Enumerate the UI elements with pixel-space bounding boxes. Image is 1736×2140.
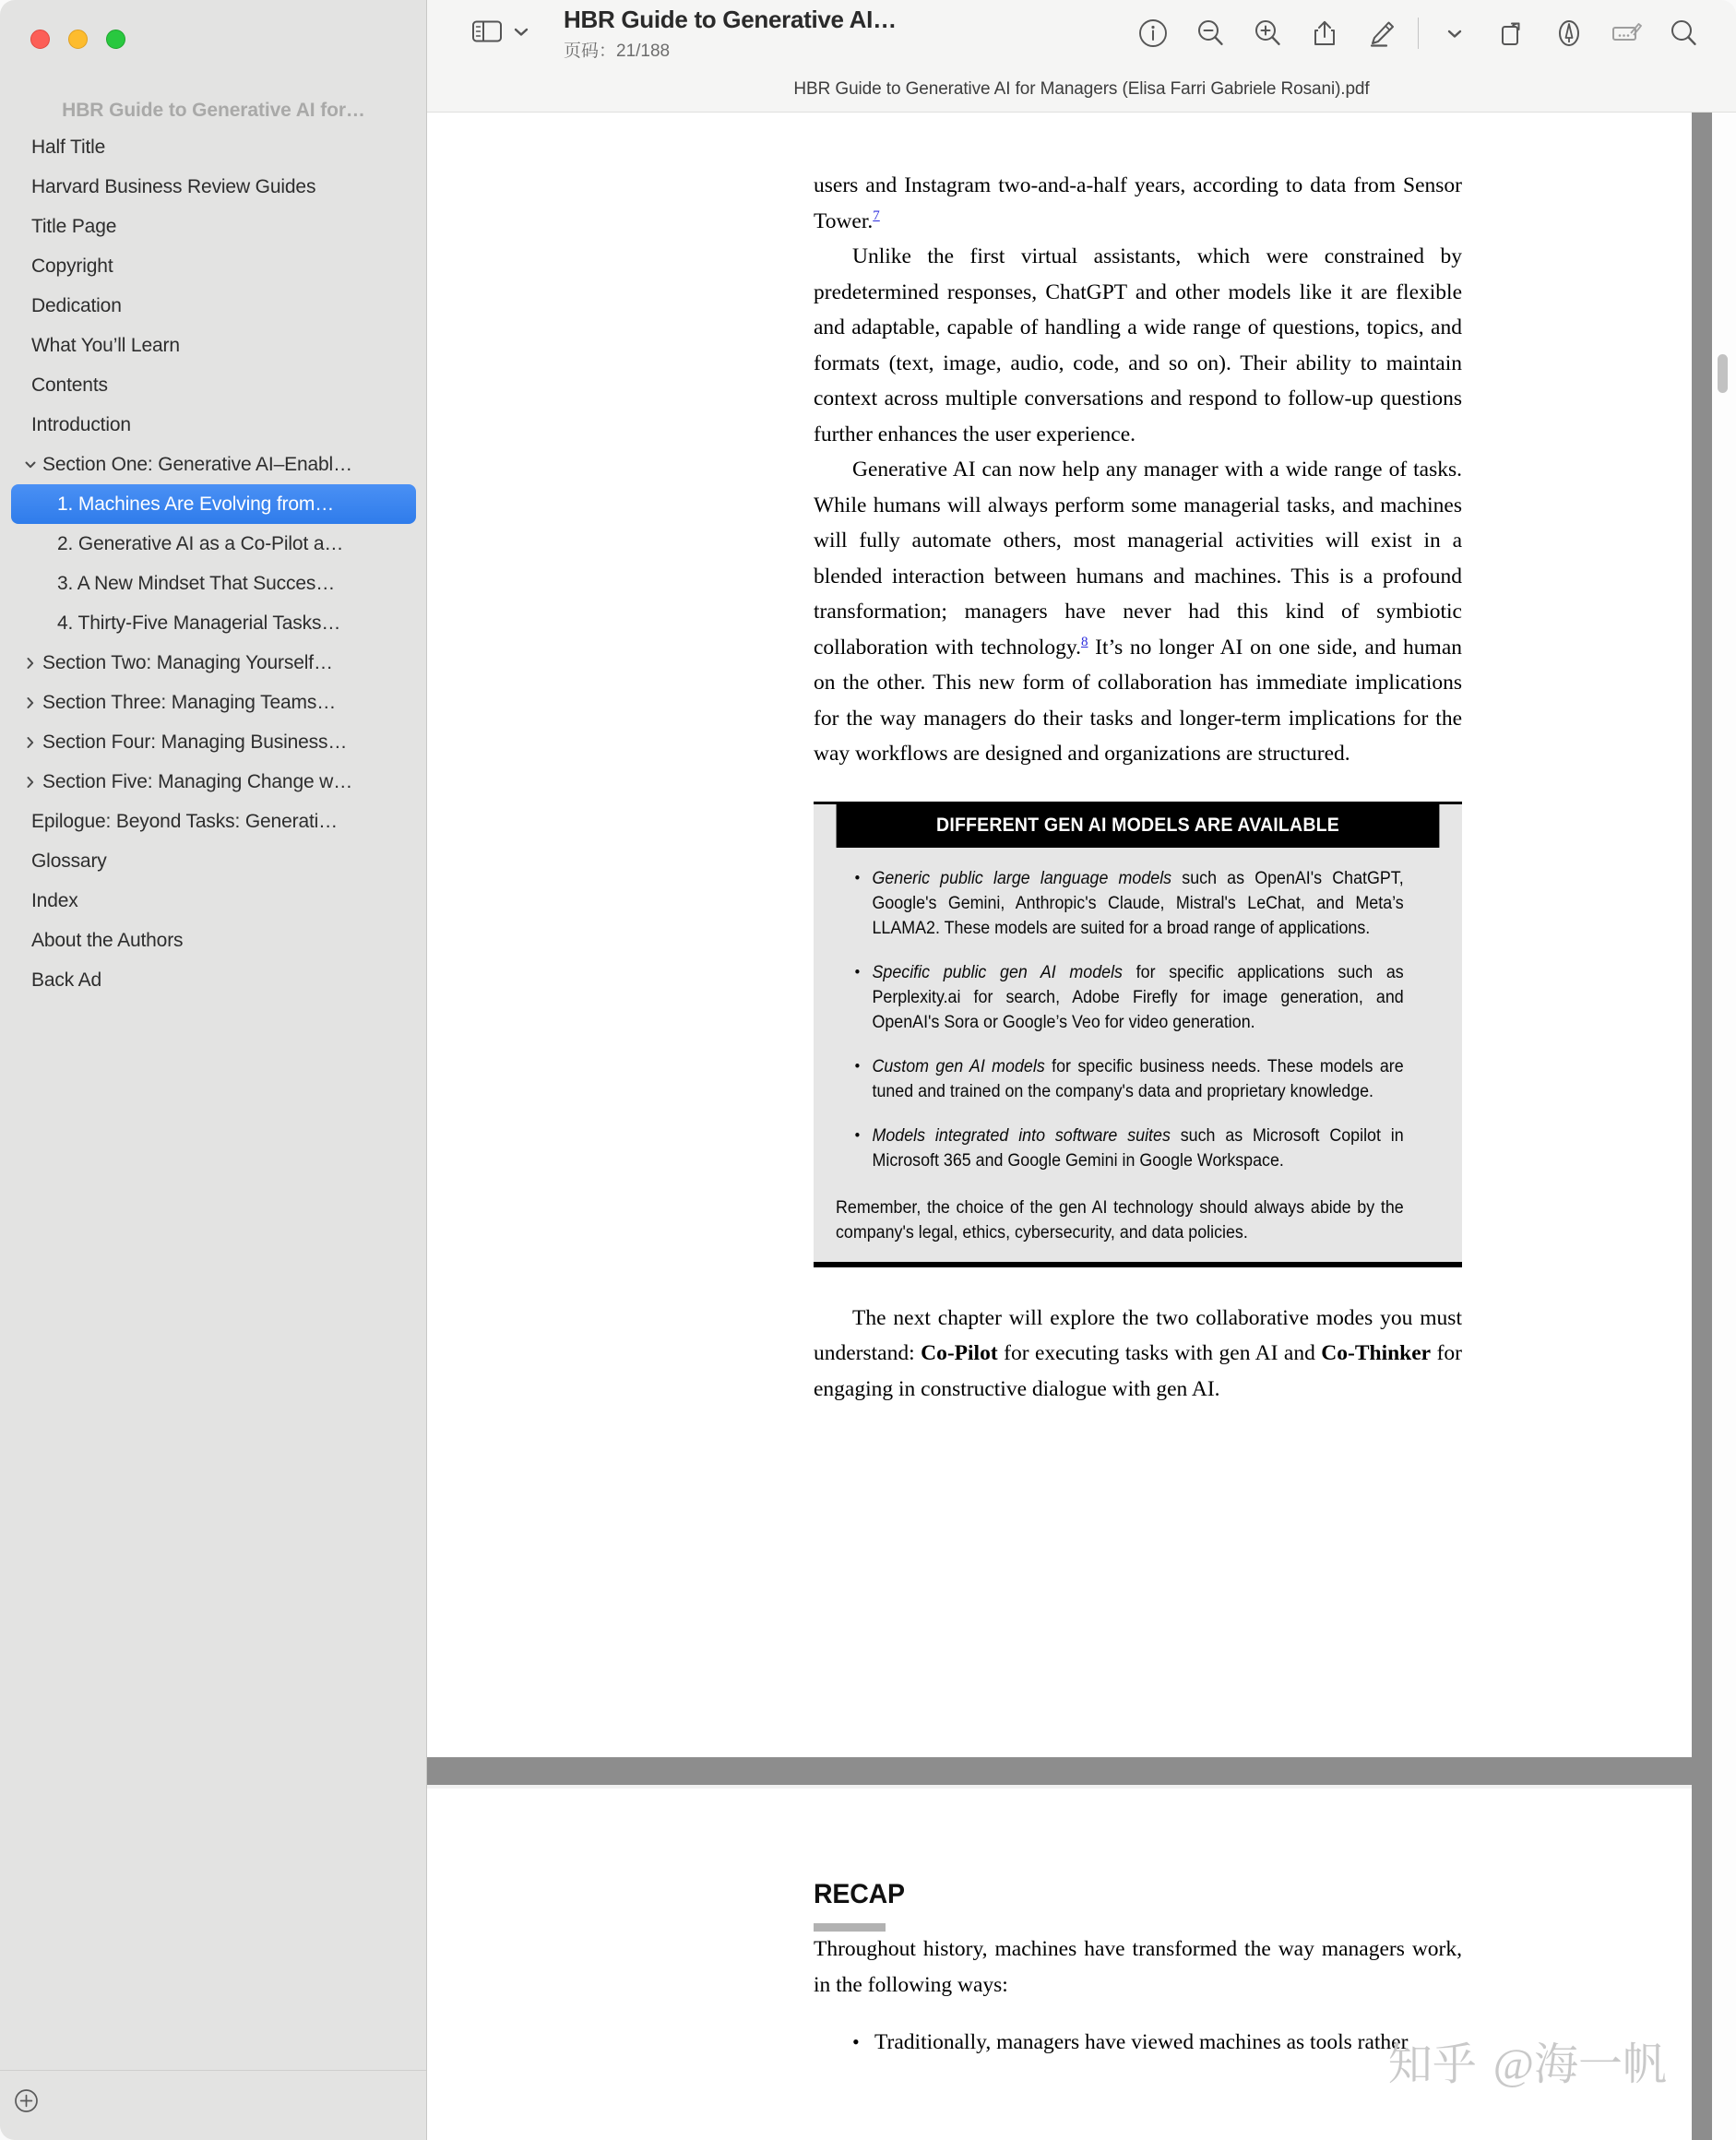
page-2-content [814, 1879, 1462, 2061]
sidebar-item-label: Section One: Generative AI–Enabl… [42, 453, 352, 475]
sidebar-item-label: Section Five: Managing Change w… [42, 770, 353, 792]
callout-bullet-rest: for specific business needs. These models are tuned and trained on the company's data and proprietary knowledge. [872, 1056, 1404, 1101]
callout-bullet-rest: for specific applications such as Perplexity.ai for search, Adobe Firefly for image generation, and OpenAI's Sora or Google’s Veo for video generation. [872, 962, 1404, 1032]
chevron-down-icon[interactable] [512, 25, 530, 42]
sidebar-item-5[interactable] [11, 326, 416, 365]
page-edge-shadow [1692, 113, 1712, 2140]
page-separator [427, 1757, 1692, 1785]
sidebar-item-8[interactable] [11, 445, 416, 484]
chevron-right-icon[interactable] [20, 735, 41, 750]
paragraph-1 [814, 168, 1462, 239]
filename-label: HBR Guide to Generative AI for Managers (Elisa Farri Gabriele Rosani).pdf [793, 78, 1370, 99]
info-icon[interactable] [1124, 5, 1182, 62]
sidebar-toggle-group[interactable] [471, 18, 530, 49]
sign-icon[interactable] [1540, 5, 1598, 62]
watermark-logo: 知乎 [1387, 2040, 1477, 2089]
filename-bar [427, 66, 1736, 113]
recap-bullet-1: • Traditionally, managers have viewed machines as tools rather [814, 2025, 1462, 2061]
sidebar-item-18[interactable] [11, 841, 416, 881]
paragraph-3 [814, 452, 1462, 772]
minimize-button[interactable] [68, 30, 88, 49]
sidebar-item-label: Harvard Business Review Guides [31, 175, 316, 197]
recap-intro: Throughout history, machines have transformed the way managers work, in the following ways: [814, 1937, 1462, 1997]
zoom-in-icon[interactable] [1239, 5, 1296, 62]
sidebar-item-label: 3. A New Mindset That Succes… [57, 572, 336, 594]
paragraph-2: Unlike the first virtual assistants, which were constrained by predetermined responses, ChatGPT and other models like it are flexible and adaptable, capable of handling a wide range of questions, topics, and formats (text, image, audio, code, and so on). Their ability to maintain context across multiple conversations and respond to follow-up questions further enhances the user experience. [814, 244, 1462, 446]
paragraph-4 [814, 1301, 1462, 1408]
sidebar-item-label: Contents [31, 374, 108, 396]
sidebar-item-label: Half Title [31, 136, 106, 158]
recap-heading: RECAP [814, 1879, 905, 1909]
callout-note: Remember, the choice of the gen AI technology should always abide by the company's legal, ethics, cybersecurity, and data policies. [836, 1197, 1404, 1242]
paragraph-4-b: for executing tasks with gen AI and [997, 1341, 1322, 1365]
sidebar-item-10[interactable] [11, 524, 416, 564]
sidebar-item-label: Glossary [31, 850, 107, 872]
sidebar-item-6[interactable] [11, 365, 416, 405]
sidebar-item-15[interactable] [11, 722, 416, 762]
sidebar-item-label: Introduction [31, 413, 131, 435]
pdf-page-1 [427, 113, 1692, 1757]
page-indicator: 页码：21/188 [564, 41, 671, 61]
sidebar-item-14[interactable] [11, 683, 416, 722]
page-title: HBR Guide to Generative AI… [564, 5, 897, 33]
recap-underline [814, 1923, 886, 1932]
rotate-icon[interactable] [1483, 5, 1540, 62]
recap-bullet-list [814, 2025, 1462, 2061]
chevron-down-icon[interactable] [20, 458, 41, 472]
pdf-page-2 [427, 1789, 1692, 2140]
sidebar-item-4[interactable] [11, 286, 416, 326]
paragraph-1-text: users and Instagram two-and-a-half years, according to data from Sensor Tower. [814, 173, 1462, 233]
callout-bullet-3 [836, 1054, 1404, 1104]
callout-bullet-lead: Generic public large language models [872, 868, 1172, 888]
plus-circle-icon[interactable] [14, 2088, 39, 2113]
paragraph-4-c: for engaging in constructive dialogue with gen AI. [814, 1341, 1462, 1401]
annotate-icon[interactable] [1598, 5, 1655, 62]
scrollbar-thumb[interactable] [1718, 354, 1728, 393]
sidebar-item-label: Section Three: Managing Teams… [42, 691, 337, 713]
sidebar-item-label: Index [31, 889, 78, 911]
sidebar-item-label: Back Ad [31, 969, 101, 991]
toolbar [427, 0, 1736, 66]
window-controls [30, 30, 125, 49]
close-button[interactable] [30, 30, 50, 49]
sidebar-item-label: About the Authors [31, 929, 184, 951]
sidebar-item-label: Dedication [31, 294, 122, 316]
sidebar-toggle-icon[interactable] [471, 18, 503, 49]
share-icon[interactable] [1296, 5, 1353, 62]
callout-bullet-lead: Custom gen AI models [872, 1056, 1045, 1076]
callout-body [814, 848, 1462, 1262]
paragraph-4-a: The next chapter will explore the two collaborative modes you must understand: [814, 1305, 1462, 1365]
search-icon[interactable] [1655, 5, 1712, 62]
sidebar-item-9[interactable] [11, 484, 416, 524]
sidebar-item-label: Copyright [31, 255, 113, 277]
sidebar-item-21[interactable] [11, 960, 416, 1000]
sidebar-item-13[interactable] [11, 643, 416, 683]
sidebar-item-20[interactable] [11, 921, 416, 960]
sidebar-item-7[interactable] [11, 405, 416, 445]
paragraph-3-text-a: Generative AI can now help any manager with a wide range of tasks. While humans will always perform some managerial tasks, and machines will fully automate others, most managerial activities will exist in a blended interaction between humans and machines. This is a profound transformation; managers have never had this kind of symbiotic collaboration with technology. [814, 458, 1462, 660]
callout-bullet-1 [836, 866, 1404, 941]
callout-bullet-rest: such as Microsoft Copilot in Microsoft 365 and Google Gemini in Google Workspace. [872, 1125, 1404, 1171]
sidebar-item-2[interactable] [11, 207, 416, 246]
sidebar-item-label: 1. Machines Are Evolving from… [57, 493, 335, 515]
paragraph-4-bold-cothinker: Co-Thinker [1321, 1341, 1432, 1365]
scrollbar-track[interactable] [1712, 113, 1736, 2140]
sidebar-item-0[interactable] [11, 127, 416, 167]
sidebar-item-label: 4. Thirty-Five Managerial Tasks… [57, 612, 341, 634]
chevron-right-icon[interactable] [20, 775, 41, 790]
sidebar-item-17[interactable] [11, 802, 416, 841]
callout-bullet-lead: Models integrated into software suites [872, 1125, 1171, 1146]
footnote-link-7[interactable]: 7 [873, 208, 880, 223]
page-1-content [814, 168, 1462, 1407]
maximize-button[interactable] [106, 30, 125, 49]
chevron-right-icon[interactable] [20, 696, 41, 710]
sidebar-header-title: HBR Guide to Generative AI for… [62, 100, 365, 121]
sidebar-item-label: 2. Generative AI as a Co-Pilot a… [57, 532, 344, 554]
outline-list [0, 127, 427, 2057]
toolbar-divider [1418, 18, 1419, 49]
sidebar-item-label: What You’ll Learn [31, 334, 180, 356]
watermark-handle: @海一帆 [1492, 2040, 1667, 2089]
sidebar-item-label: Section Four: Managing Business… [42, 731, 348, 753]
callout-bullet-4 [836, 1124, 1404, 1173]
sidebar-footer [0, 2070, 426, 2140]
sidebar-item-19[interactable] [11, 881, 416, 921]
sidebar-item-12[interactable] [11, 603, 416, 643]
zoom-out-icon[interactable] [1182, 5, 1239, 62]
markup-chevron-down-icon[interactable] [1426, 5, 1483, 62]
toolbar-icon-group [1124, 0, 1736, 66]
callout-box [814, 802, 1462, 1267]
paragraph-4-bold-copilot: Co-Pilot [921, 1341, 998, 1365]
document-viewport[interactable] [427, 113, 1736, 2140]
sidebar-item-label: Epilogue: Beyond Tasks: Generati… [31, 810, 339, 832]
sidebar-item-16[interactable] [11, 762, 416, 802]
document-title-block [564, 6, 897, 62]
sidebar-item-1[interactable] [11, 167, 416, 207]
callout-bullet-lead: Specific public gen AI models [872, 962, 1123, 982]
sidebar [0, 0, 427, 2140]
callout-bullet-2 [836, 960, 1404, 1035]
sidebar-item-11[interactable] [11, 564, 416, 603]
callout-bullet-rest: such as OpenAI's ChatGPT, Google's Gemini, Anthropic's Claude, Mistral's LeChat, and Meta’s LLAMA2. These models are suited for a broad range of applications. [872, 868, 1404, 938]
sidebar-item-label: Title Page [31, 215, 117, 237]
markup-pen-icon[interactable] [1353, 5, 1410, 62]
callout-title: DIFFERENT GEN AI MODELS ARE AVAILABLE [837, 804, 1440, 848]
paragraph-3-text-b: It’s no longer AI on one side, and human on the other. This new form of collaboration has immediate implications for the way managers do their tasks and longer-term implications for the way workflows are designed and organizations are structured. [814, 635, 1463, 766]
sidebar-item-label: Section Two: Managing Yourself… [42, 651, 333, 673]
callout-bullet-list [836, 866, 1440, 1173]
sidebar-item-3[interactable] [11, 246, 416, 286]
chevron-right-icon[interactable] [20, 656, 41, 671]
footnote-link-8[interactable]: 8 [1080, 634, 1088, 649]
